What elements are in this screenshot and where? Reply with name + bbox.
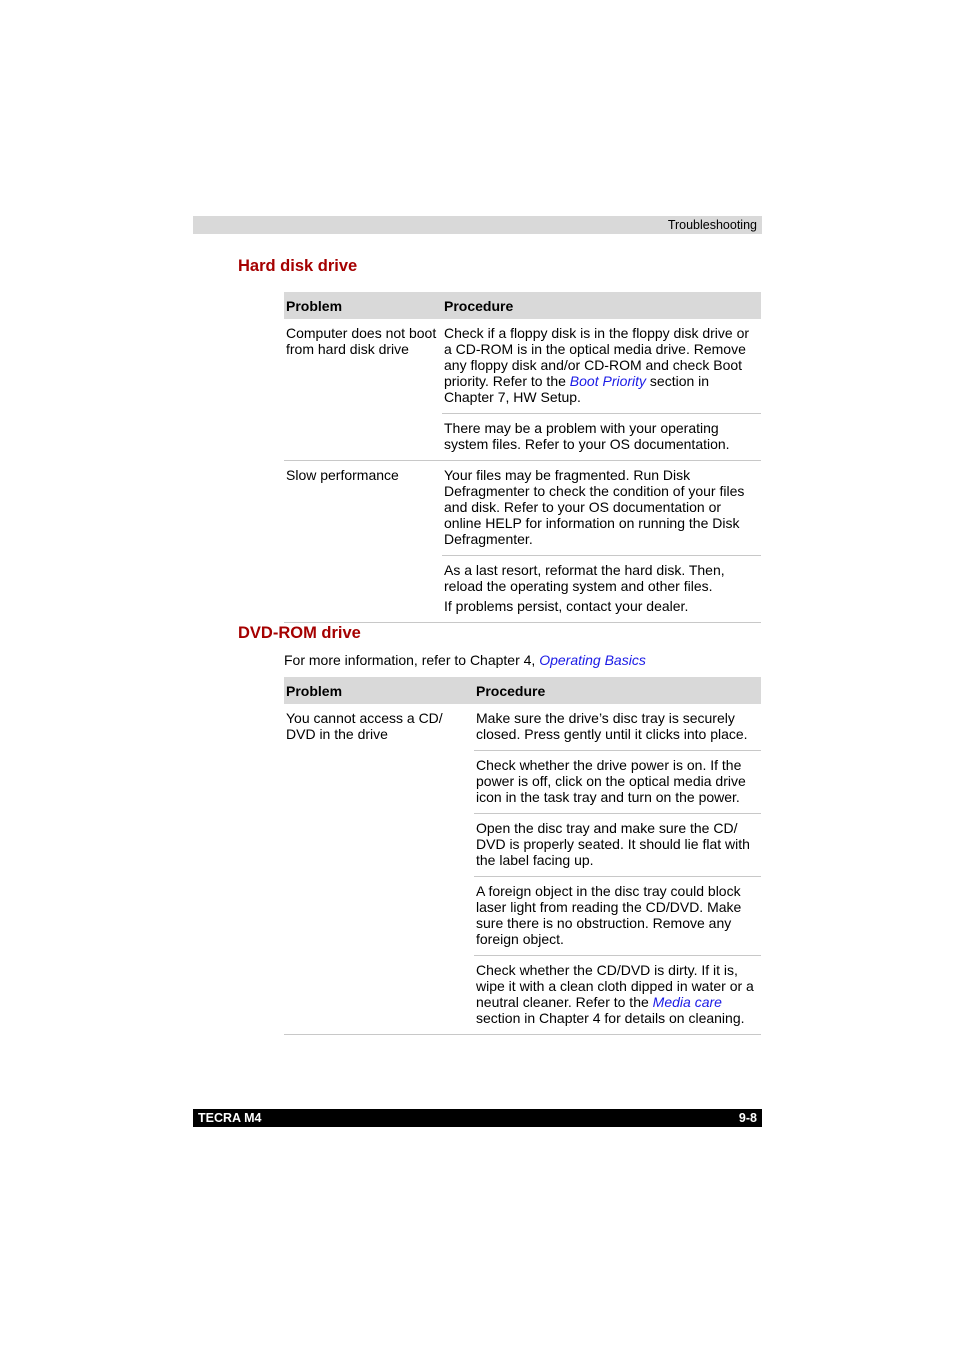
- hdd-table: [284, 292, 761, 623]
- procedure-cell: Check whether the drive power is on. If the power is off, click on the optical media drive icon in the task tray and turn on the power.: [474, 751, 761, 814]
- dvd-intro: [284, 652, 646, 668]
- procedure-cell: [442, 556, 761, 623]
- procedure-cell: [474, 956, 761, 1035]
- col-procedure-header: Procedure: [474, 677, 761, 704]
- procedure-text: As a last resort, reformat the hard disk. Then, reload the operating system and other files.: [444, 562, 725, 594]
- problem-cell: You cannot access a CD/ DVD in the drive: [284, 704, 474, 1035]
- table-row: [284, 704, 761, 751]
- boot-priority-link[interactable]: Boot Priority: [569, 373, 647, 389]
- table-row: [284, 461, 761, 556]
- problem-cell: Computer does not boot from hard disk drive: [284, 319, 442, 461]
- table-header-row: [284, 292, 761, 319]
- operating-basics-link[interactable]: Operating Basics: [539, 652, 646, 668]
- procedure-text: section in Chapter 4 for details on cleaning.: [476, 1010, 745, 1026]
- table-row: [284, 319, 761, 414]
- procedure-cell: A foreign object in the disc tray could block laser light from reading the CD/DVD. Make sure there is no obstruction. Remove any foreign object.: [474, 877, 761, 956]
- procedure-cell: Make sure the drive’s disc tray is securely closed. Press gently until it clicks into place.: [474, 704, 761, 751]
- procedure-cell: Open the disc tray and make sure the CD/ DVD is properly seated. It should lie flat with the label facing up.: [474, 814, 761, 877]
- procedure-text: Check if a floppy disk is in the floppy disk drive or a CD-ROM is in the optical media drive. Remove any floppy disk and/or CD-ROM and check Boot priority. Refer to the: [444, 325, 750, 389]
- col-procedure-header: Procedure: [442, 292, 761, 319]
- footer-page-number: 9-8: [738, 1111, 757, 1125]
- col-problem-header: Problem: [284, 677, 474, 704]
- procedure-cell: [442, 319, 761, 414]
- dvd-section-title: DVD-ROM drive: [238, 624, 361, 642]
- procedure-cell: Your files may be fragmented. Run Disk Defragmenter to check the condition of your files and disk. Refer to your OS documentation or online HELP for information on running the Disk Defragmenter.: [442, 461, 761, 556]
- hdd-section-title: Hard disk drive: [238, 257, 358, 275]
- dvd-table: [284, 677, 761, 1035]
- procedure-text: section in Chapter 7, HW Setup.: [444, 373, 710, 405]
- header-section-label: Troubleshooting: [667, 218, 757, 232]
- media-care-link[interactable]: Media care: [652, 994, 722, 1010]
- running-header: [193, 216, 762, 234]
- procedure-text: If problems persist, contact your dealer.: [444, 598, 689, 614]
- table-header-row: [284, 677, 761, 704]
- col-problem-header: Problem: [284, 292, 442, 319]
- procedure-cell: There may be a problem with your operating system files. Refer to your OS documentation.: [442, 414, 761, 461]
- procedure-text: Check whether the CD/DVD is dirty. If it is, wipe it with a clean cloth dipped in water or a neutral cleaner. Refer to the: [476, 962, 754, 1010]
- problem-cell: Slow performance: [284, 461, 442, 623]
- intro-text: For more information, refer to Chapter 4,: [284, 652, 540, 668]
- footer-model: TECRA M4: [198, 1111, 262, 1125]
- running-footer: [193, 1109, 762, 1127]
